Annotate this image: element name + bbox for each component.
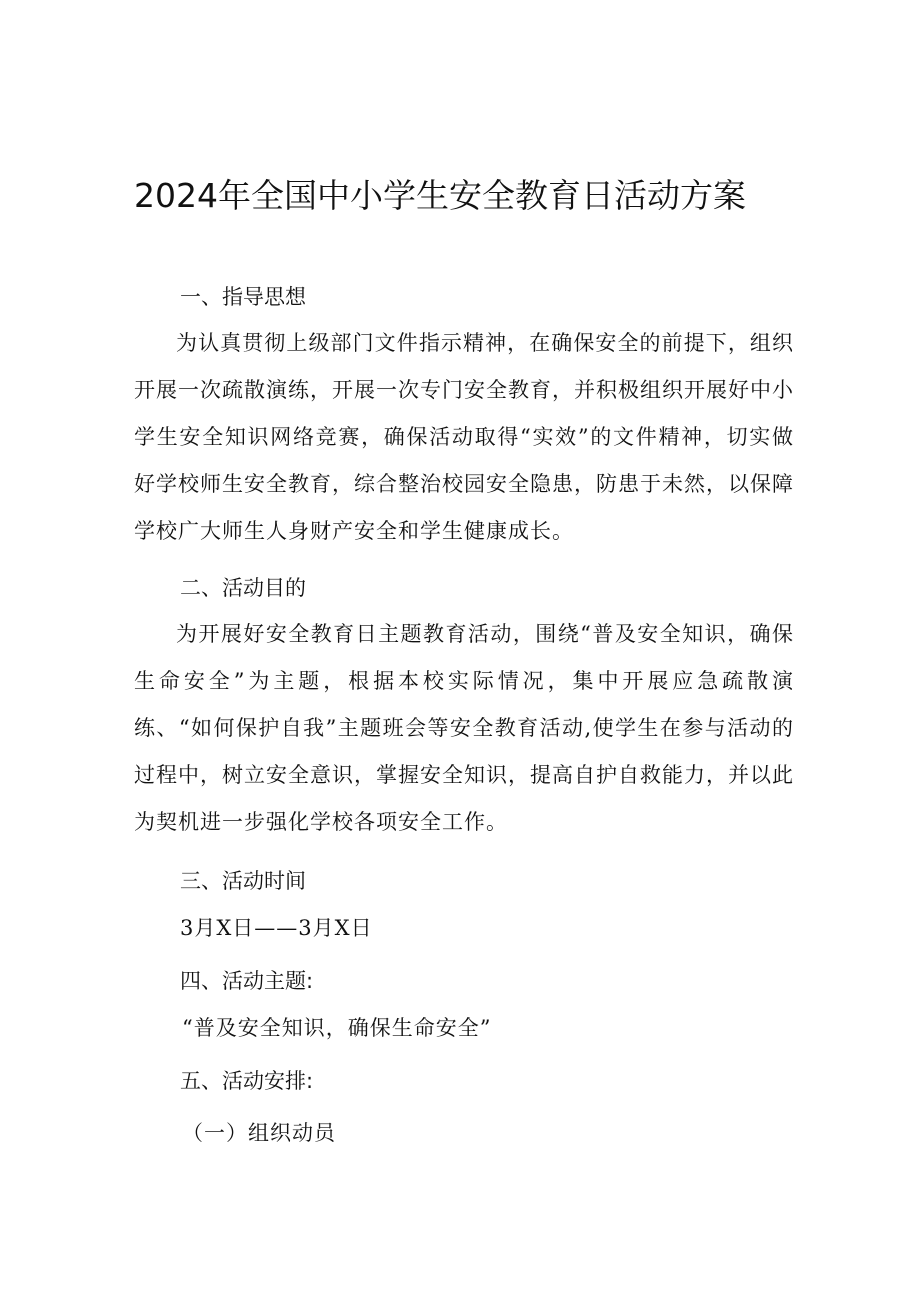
section-body-purpose: 为开展好安全教育日主题教育活动，围绕“普及安全知识，确保生命安全”为主题，根据本校实际情况，集中开展应急疏散演练、“如何保护自我”主题班会等安全教育活动,使学生在参与活动的过程中，树立安全意识，掌握安全知识，提高自护自救能力，并以此为契机进一步强化学校各项安全工作。 [134, 622, 794, 834]
section-heading-purpose: 二、活动目的 [180, 576, 306, 600]
section-heading-time: 三、活动时间 [180, 869, 306, 893]
section-body-guiding-ideology: 为认真贯彻上级部门文件指示精神，在确保安全的前提下，组织开展一次疏散演练，开展一次专门安全教育，并积极组织开展好中小学生安全知识网络竞赛，确保活动取得“实效”的文件精神，切实做好学校师生安全教育，综合整治校园安全隐患，防患于未然，以保障学校广大师生人身财产安全和学生健康成长。 [134, 331, 794, 543]
section-heading-theme: 四、活动主题: [180, 969, 314, 993]
section-body-time: 3月X日——3月X日 [180, 916, 373, 940]
section-heading-guiding-ideology: 一、指导思想 [180, 285, 306, 309]
subsection-heading-mobilization: （一）组织动员 [182, 1121, 336, 1145]
section-heading-arrangement: 五、活动安排: [180, 1069, 314, 1093]
document-title: 2024年全国中小学生安全教育日活动方案 [134, 176, 746, 215]
section-body-theme: “普及安全知识，确保生命安全” [182, 1016, 492, 1040]
